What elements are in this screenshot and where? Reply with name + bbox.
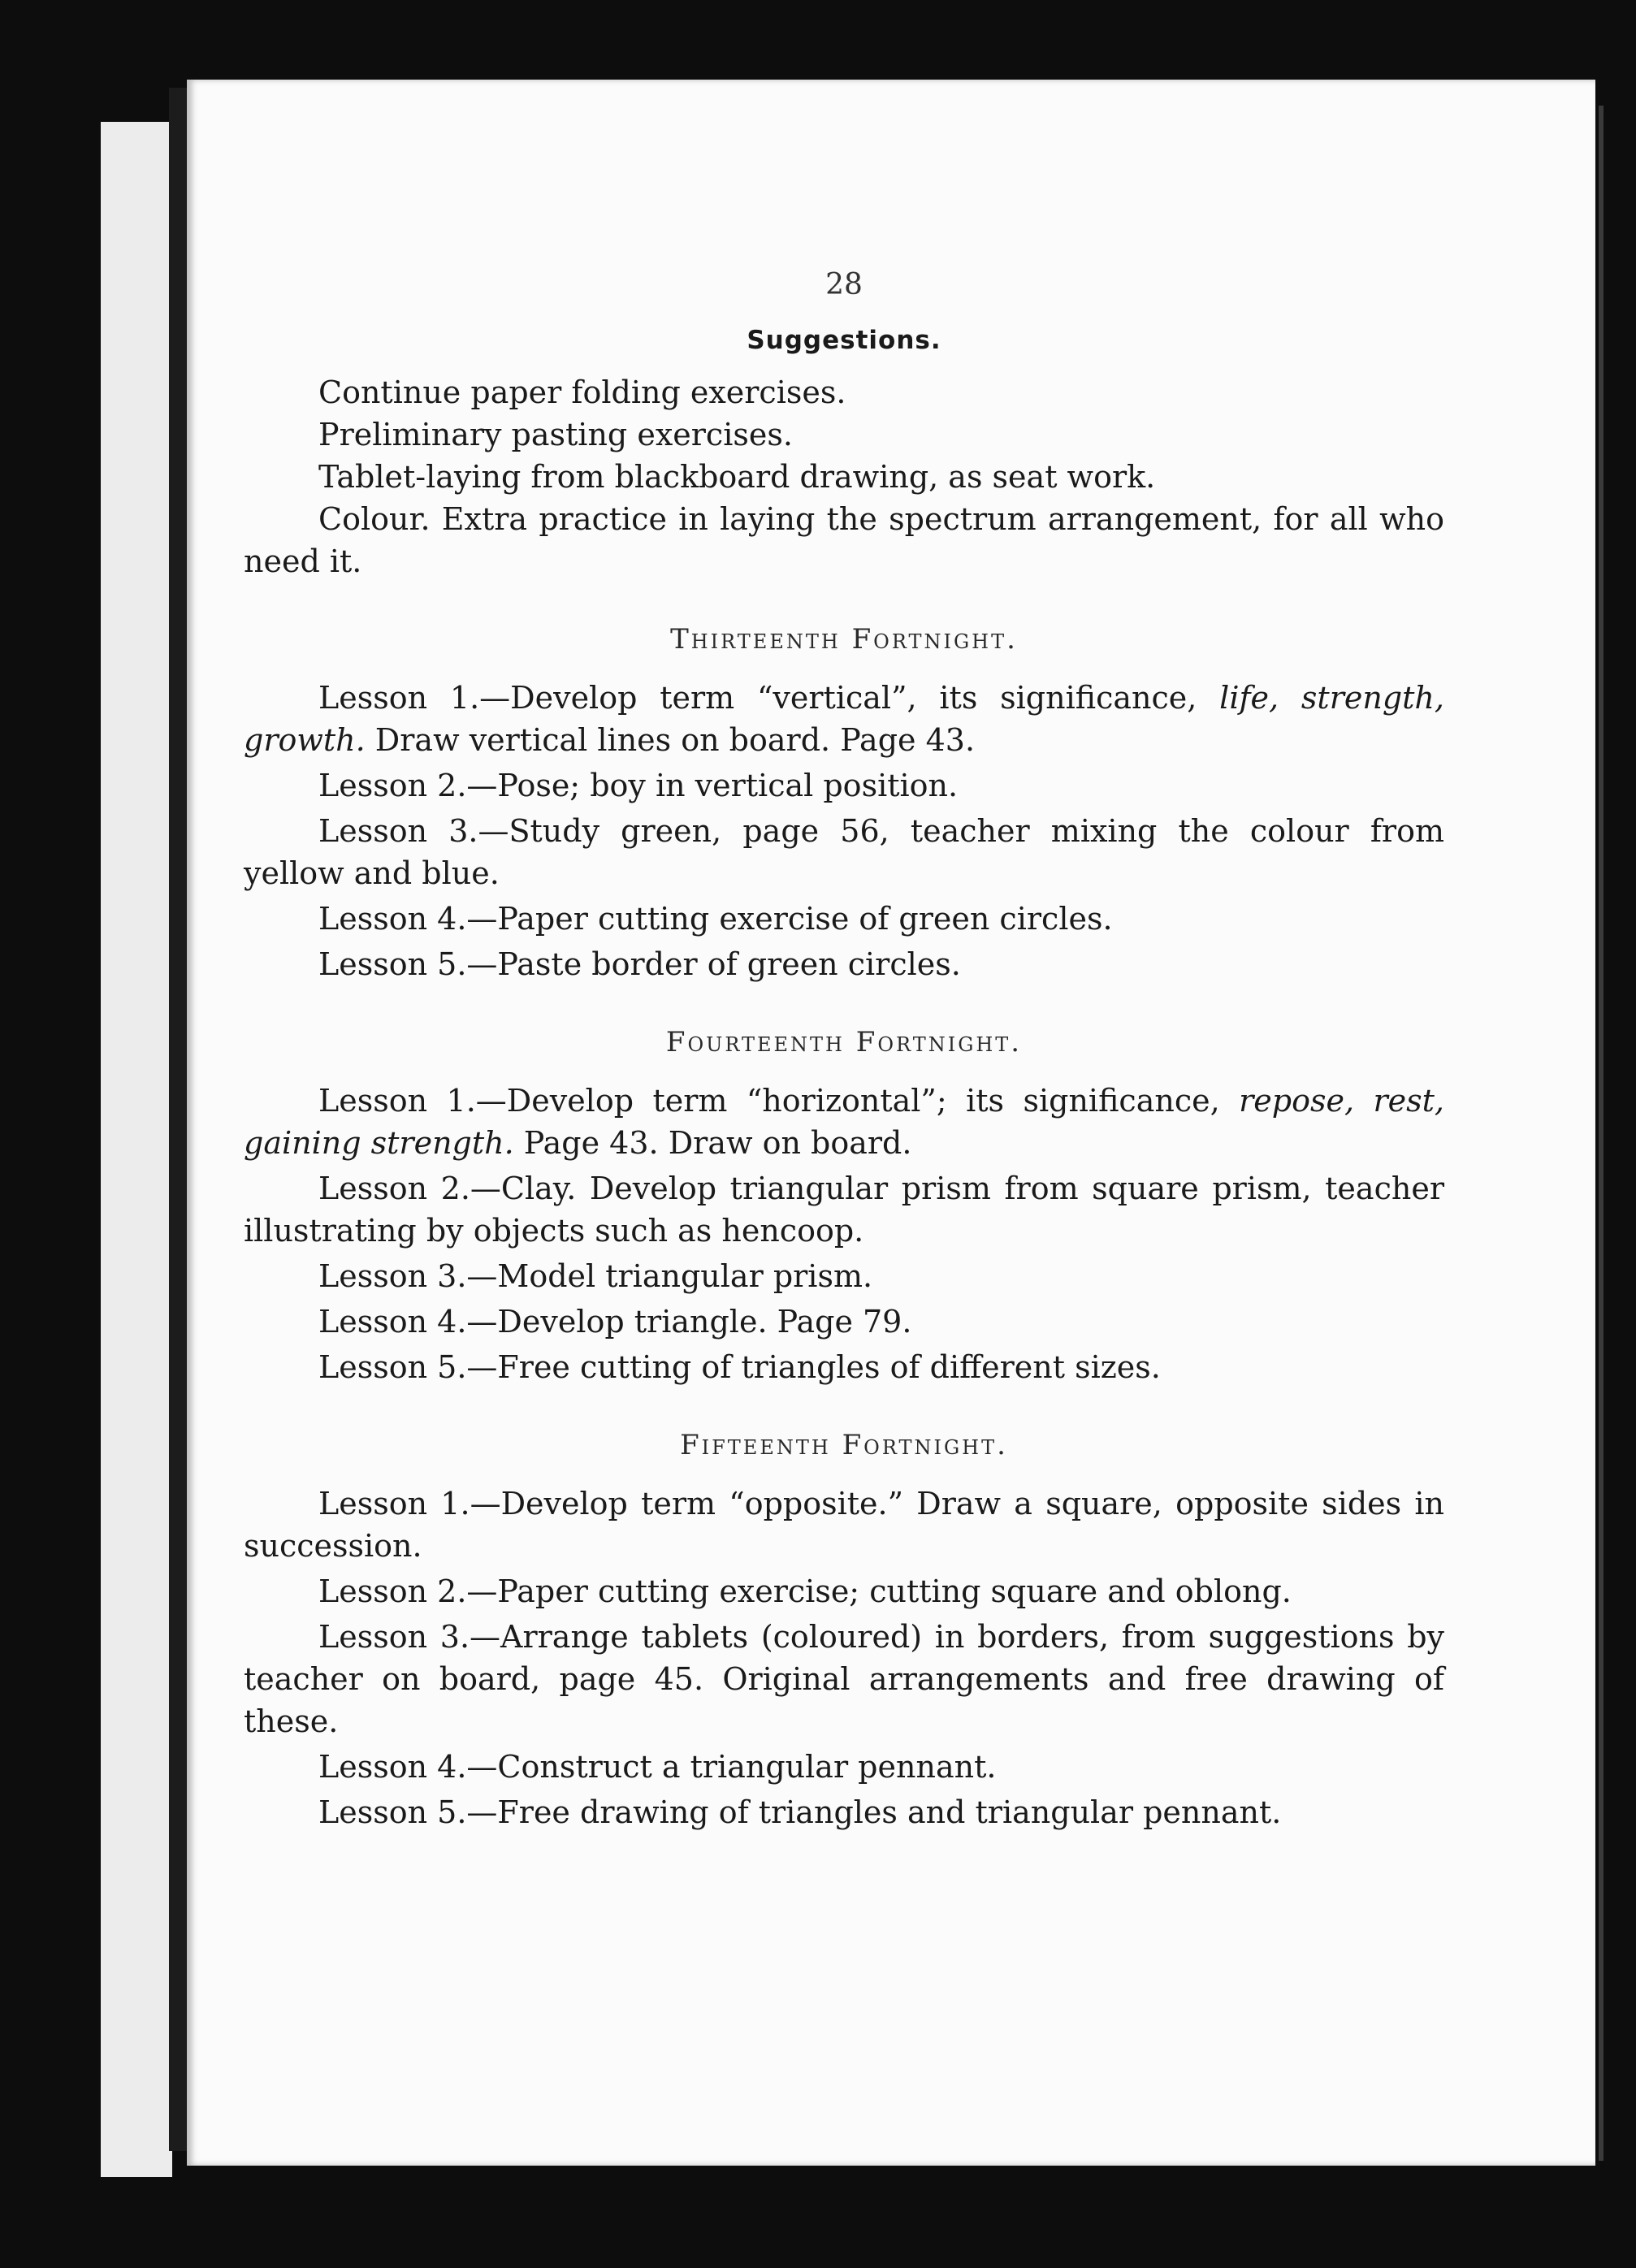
- lesson-item: Lesson 4.—Paper cutting exercise of green circles.: [318, 901, 1113, 937]
- lesson-item: Lesson 5.—Free cutting of triangles of different sizes.: [318, 1349, 1161, 1385]
- suggestion-item: Preliminary pasting exercises.: [318, 417, 793, 452]
- lesson-item: Lesson 3.—Arrange tablets (coloured) in borders, from suggestions by teacher on board, page 45. Original arrangements and free drawing of these.: [244, 1619, 1444, 1739]
- section-fifteenth-fortnight: [244, 1429, 1444, 1833]
- section-title: Thirteenth Fortnight.: [670, 623, 1018, 656]
- scan-right-edge: [1599, 106, 1604, 2161]
- section-title: Fourteenth Fortnight.: [665, 1026, 1023, 1058]
- lesson-item: Lesson 3.—Study green, page 56, teacher mixing the colour from yellow and blue.: [244, 813, 1444, 891]
- scan-left-margin: [101, 122, 172, 2177]
- section-thirteenth-fortnight: [244, 623, 1444, 985]
- lesson-item: Lesson 2.—Paper cutting exercise; cutting square and oblong.: [318, 1573, 1292, 1609]
- suggestion-item: Tablet-laying from blackboard drawing, as seat work.: [318, 459, 1156, 495]
- suggestions-heading: Suggestions.: [747, 326, 941, 355]
- lesson-item: Lesson 5.—Paste border of green circles.: [318, 946, 961, 982]
- lesson-item: Lesson 2.—Pose; boy in vertical position.: [318, 768, 959, 803]
- lesson-item: Lesson 1.—Develop term “vertical”, its significance, life, strength, growth. Draw vertical lines on board. Page 43.: [244, 680, 1444, 758]
- lesson-item: Lesson 1.—Develop term “opposite.” Draw a square, opposite sides in succession.: [244, 1486, 1444, 1564]
- lesson-item: Lesson 2.—Clay. Develop triangular prism from square prism, teacher illustrating by objects such as hencoop.: [244, 1171, 1444, 1249]
- lesson-item: Lesson 3.—Model triangular prism.: [318, 1258, 873, 1294]
- page-number: 28: [825, 268, 863, 301]
- suggestion-item: Continue paper folding exercises.: [318, 374, 846, 410]
- suggestions-list: [244, 371, 1444, 582]
- section-fourteenth-fortnight: [244, 1026, 1444, 1388]
- section-title: Fifteenth Fortnight.: [680, 1429, 1008, 1461]
- suggestion-item: Colour. Extra practice in laying the spectrum arrangement, for all who need it.: [244, 501, 1444, 579]
- page-content: [244, 187, 1444, 1837]
- lesson-item: Lesson 1.—Develop term “horizontal”; its significance, repose, rest, gaining strength. Page 43. Draw on board.: [244, 1083, 1444, 1161]
- lesson-item: Lesson 4.—Construct a triangular pennant.: [318, 1749, 997, 1785]
- lesson-item: Lesson 5.—Free drawing of triangles and triangular pennant.: [318, 1794, 1282, 1830]
- lesson-item: Lesson 4.—Develop triangle. Page 79.: [318, 1304, 912, 1340]
